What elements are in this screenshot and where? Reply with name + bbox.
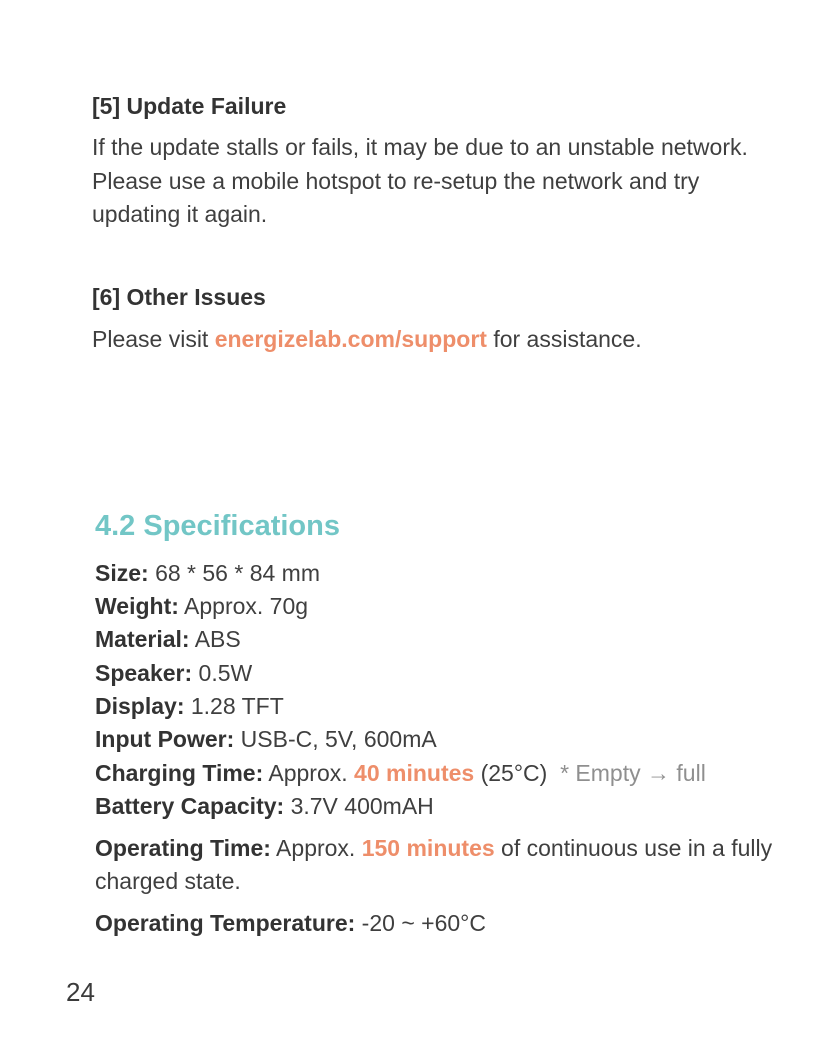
other-issues-prefix: Please visit — [92, 326, 215, 352]
spec-label: Battery Capacity: — [95, 793, 285, 819]
operating-time-highlight: 150 minutes — [361, 835, 495, 861]
other-issues-text — [92, 323, 782, 357]
spec-display — [95, 690, 785, 723]
spec-operating-time — [95, 832, 785, 898]
spec-material — [95, 623, 785, 656]
spec-value-prefix: Approx. — [263, 760, 355, 786]
spec-label: Operating Time: — [95, 835, 271, 861]
spec-label: Material: — [95, 626, 190, 652]
spec-value: 0.5W — [192, 660, 253, 686]
spec-value-suffix: of continuous use in a fully charged state. — [95, 835, 773, 894]
section-heading-other-issues: [6] Other Issues — [92, 284, 266, 310]
spec-value: 68 * 56 * 84 mm — [148, 560, 320, 586]
spec-value: -20 ~ +60°C — [355, 910, 486, 936]
spec-label: Speaker: — [95, 660, 193, 686]
spec-label: Weight: — [95, 593, 179, 619]
spec-operating-temperature — [95, 907, 785, 940]
update-failure-text: If the update stalls or fails, it may be due to an unstable network. Please use a mobile hotspot to re-setup the network and try updating it again. — [92, 134, 748, 227]
spec-speaker — [95, 657, 785, 690]
spec-value-prefix: Approx. — [270, 835, 362, 861]
section-heading-update-failure: [5] Update Failure — [92, 93, 287, 119]
spec-value-suffix: (25°C) — [474, 760, 561, 786]
spec-input-power — [95, 723, 785, 756]
support-link[interactable]: energizelab.com/support — [214, 326, 487, 352]
spec-value: 1.28 TFT — [184, 693, 284, 719]
spec-value: Approx. 70g — [178, 593, 309, 619]
spec-label: Operating Temperature: — [95, 910, 356, 936]
spec-charging-time — [95, 757, 785, 790]
specifications-heading: 4.2 Specifications — [95, 510, 340, 542]
other-issues-suffix: for assistance. — [486, 326, 642, 352]
spec-size — [95, 557, 785, 590]
spec-label: Input Power: — [95, 726, 235, 752]
spec-value: 3.7V 400mAH — [284, 793, 434, 819]
spec-value: USB-C, 5V, 600mA — [234, 726, 437, 752]
spec-label: Charging Time: — [95, 760, 264, 786]
spec-weight — [95, 590, 785, 623]
charging-note: * Empty → full — [560, 760, 706, 786]
spec-label: Size: — [95, 560, 149, 586]
spec-label: Display: — [95, 693, 185, 719]
spec-value: ABS — [189, 626, 241, 652]
page-number: 24 — [66, 977, 95, 1007]
spec-battery-capacity — [95, 790, 785, 823]
charging-time-highlight: 40 minutes — [354, 760, 475, 786]
